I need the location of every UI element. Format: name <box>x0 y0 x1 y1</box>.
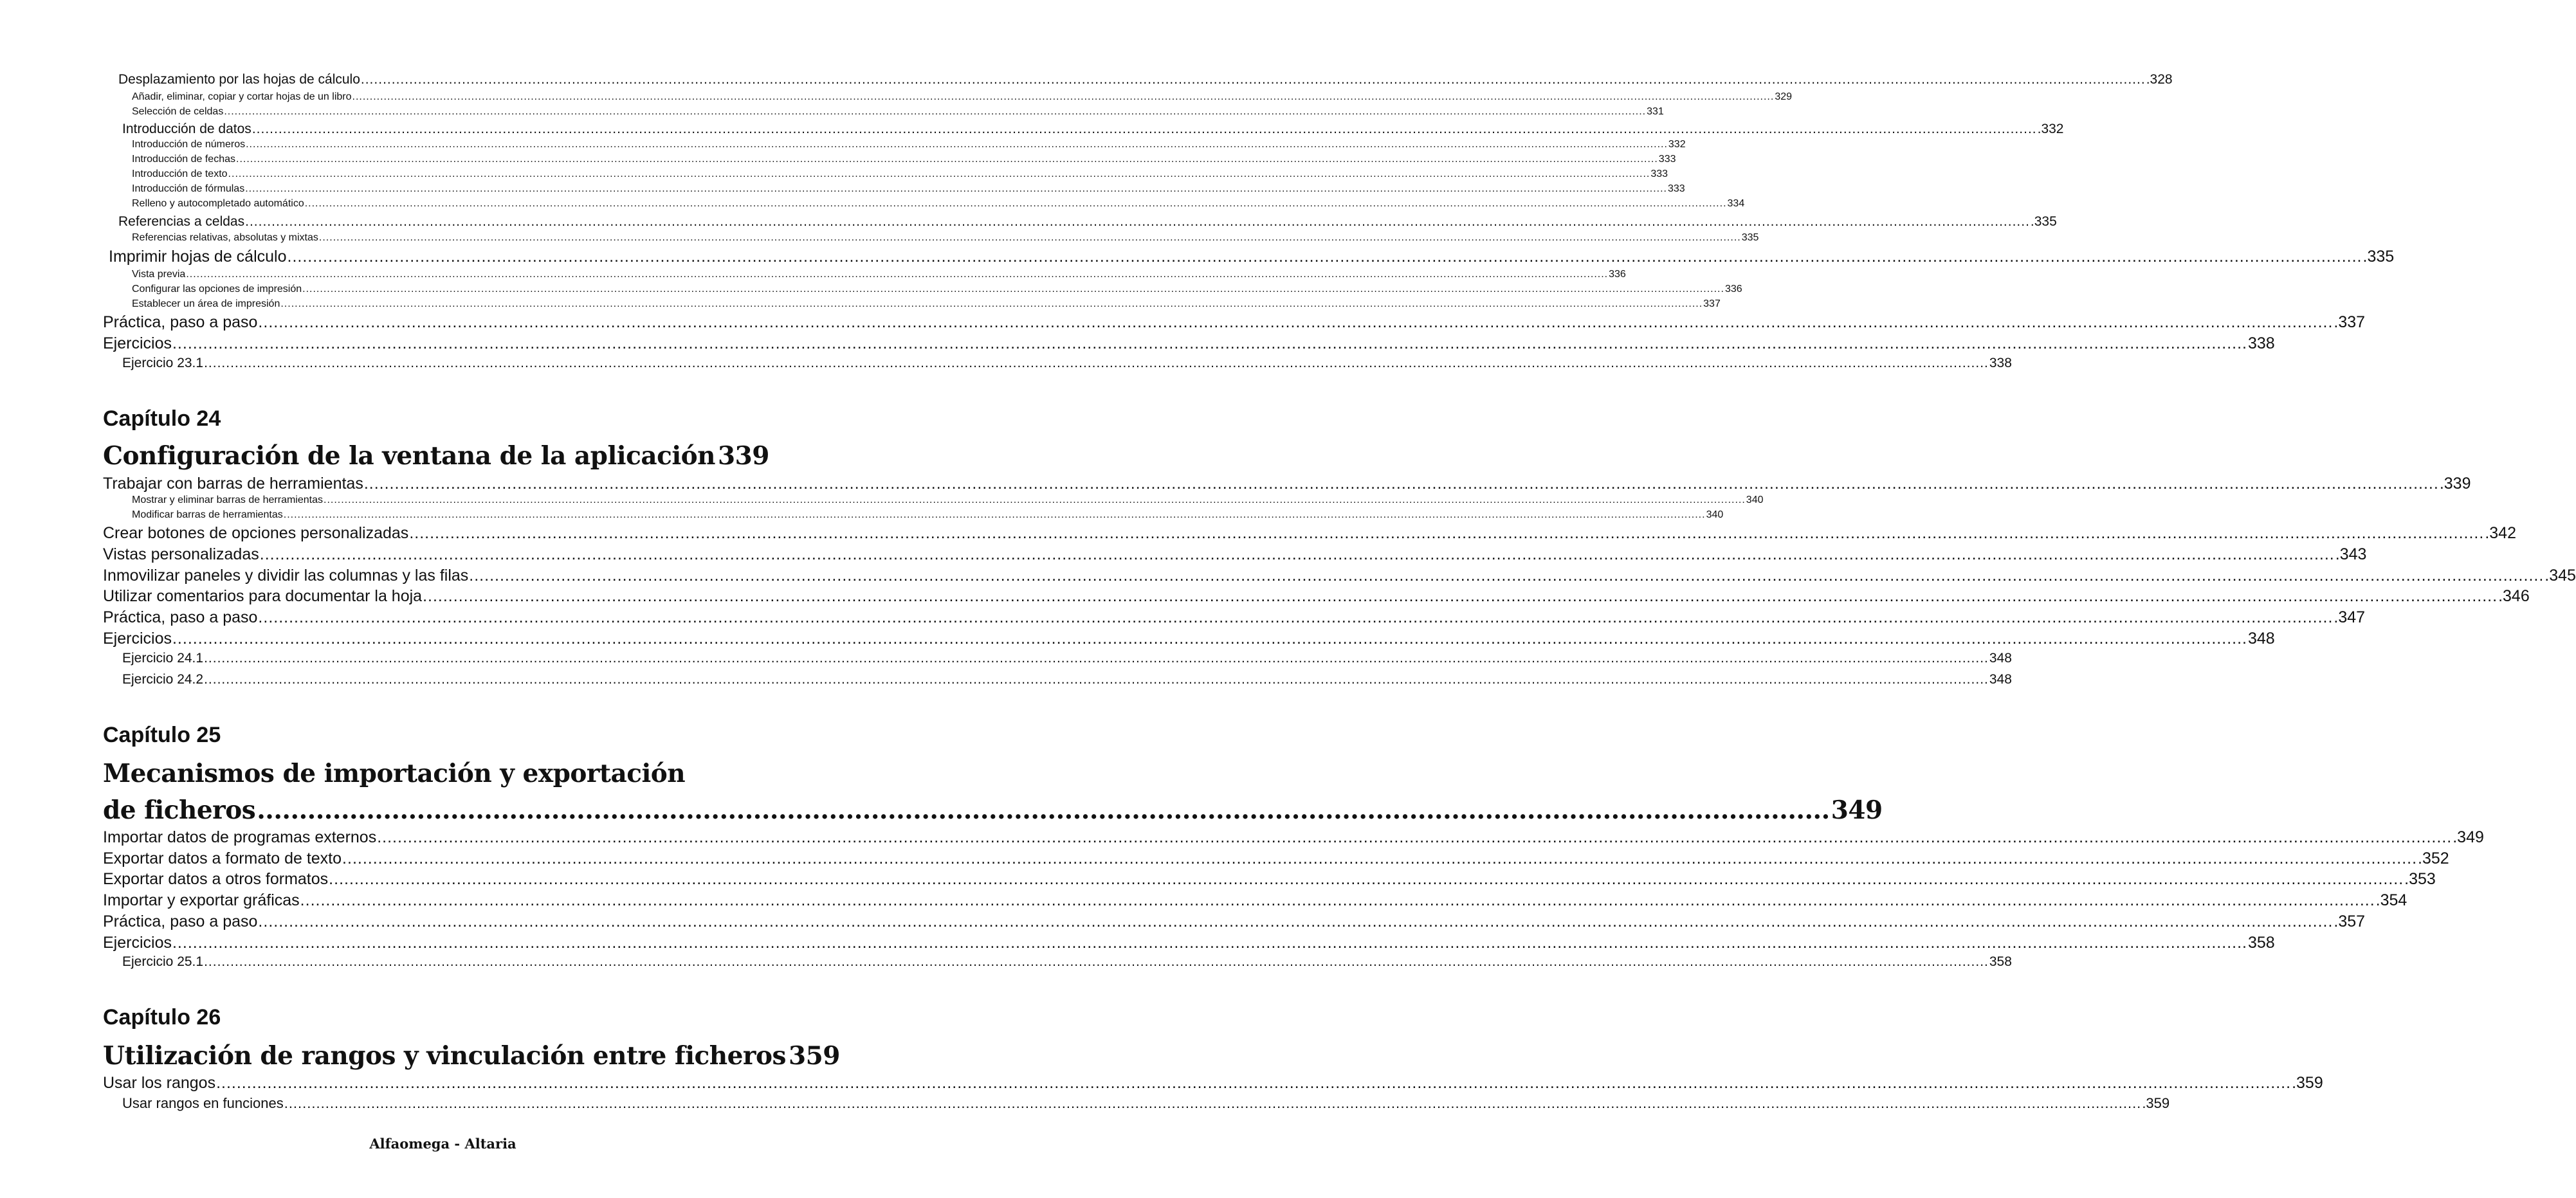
toc-entry: Trabajar con barras de herramientas ..... .339 <box>103 475 762 493</box>
toc-entry: Importar datos de programas externos ..... .349 <box>103 828 762 847</box>
toc-entry: Práctica, paso a paso ..... .357 <box>103 912 762 931</box>
chapter-title: Configuración de la ventana de la aplicación 339 <box>103 441 769 471</box>
toc-entry: Inmovilizar paneles y dividir las columnas y las filas ..... .345 <box>103 567 762 585</box>
toc-entry: Modificar barras de herramientas ..... 340 <box>132 509 762 521</box>
toc-entry: Selección de celdas ..... 331 <box>132 106 762 118</box>
toc-entry: Introducción de texto ..... 333 <box>132 168 762 180</box>
toc-entry: Utilizar comentarios para documentar la hoja ..... .346 <box>103 587 762 606</box>
footer-publisher: Alfaomega - Altaria <box>369 1136 516 1152</box>
toc-entry: Ejercicio 23.1 ..... 338 <box>122 356 762 371</box>
toc-entry: Introducción de fechas ..... 333 <box>132 154 762 165</box>
toc-entry: Configurar las opciones de impresión ..... 336 <box>132 284 762 295</box>
toc-entry: Vista previa ..... 336 <box>132 269 762 280</box>
toc-entry: Práctica, paso a paso ..... .337 <box>103 313 762 332</box>
toc-entry: Ejercicios ..... 338 <box>103 334 762 353</box>
toc-entry: Establecer un área de impresión ..... 337 <box>132 298 762 310</box>
toc-entry: Exportar datos a otros formatos ..... .353 <box>103 870 762 889</box>
toc-entry: Referencias relativas, absolutas y mixtas ..... 335 <box>132 232 762 244</box>
toc-entry: Introducción de números ..... 332 <box>132 139 762 150</box>
toc-entry: Ejercicio 24.1 ..... 348 <box>122 651 762 666</box>
toc-entry: Añadir, eliminar, copiar y cortar hojas de un libro ..... 329 <box>132 91 762 103</box>
toc-entry: Desplazamiento por las hojas de cálculo ..... .328 <box>118 72 762 87</box>
chapter-label: Capítulo 26 <box>103 1005 221 1030</box>
toc-entry: Práctica, paso a paso ..... .347 <box>103 608 762 627</box>
toc-entry: Vistas personalizadas ..... .343 <box>103 545 762 564</box>
toc-entry: Relleno y autocompletado automático ..... 334 <box>132 198 762 210</box>
toc-entry: Usar los rangos ..... .359 <box>103 1074 762 1093</box>
toc-entry: Referencias a celdas ..... .335 <box>118 214 762 230</box>
toc-entry: Introducción de datos ..... .332 <box>122 122 762 137</box>
chapter-label: Capítulo 25 <box>103 723 221 747</box>
chapter-title: de ficheros ..... 349 <box>103 795 753 825</box>
chapter-title: Utilización de rangos y vinculación entre ficheros 359 <box>103 1041 840 1071</box>
toc-entry: Mostrar y eliminar barras de herramientas ..... 340 <box>132 495 762 506</box>
chapter-label: Capítulo 24 <box>103 406 221 431</box>
toc-entry: Ejercicio 24.2 ..... 348 <box>122 672 762 687</box>
toc-entry: Ejercicio 25.1 ..... 358 <box>122 954 762 970</box>
toc-entry: Exportar datos a formato de texto ..... .352 <box>103 849 762 868</box>
toc-entry: Introducción de fórmulas ..... 333 <box>132 183 762 195</box>
toc-entry: Imprimir hojas de cálculo ..... .335 <box>109 248 762 266</box>
toc-entry: Usar rangos en funciones ..... .359 <box>122 1095 762 1112</box>
toc-entry: Crear botones de opciones personalizadas ..... .342 <box>103 524 762 543</box>
toc-entry: Ejercicios ..... 358 <box>103 934 762 952</box>
chapter-title-line: Mecanismos de importación y exportación <box>103 759 686 788</box>
toc-entry: Importar y exportar gráficas ..... .354 <box>103 891 762 910</box>
toc-entry: Ejercicios ..... 348 <box>103 630 762 648</box>
